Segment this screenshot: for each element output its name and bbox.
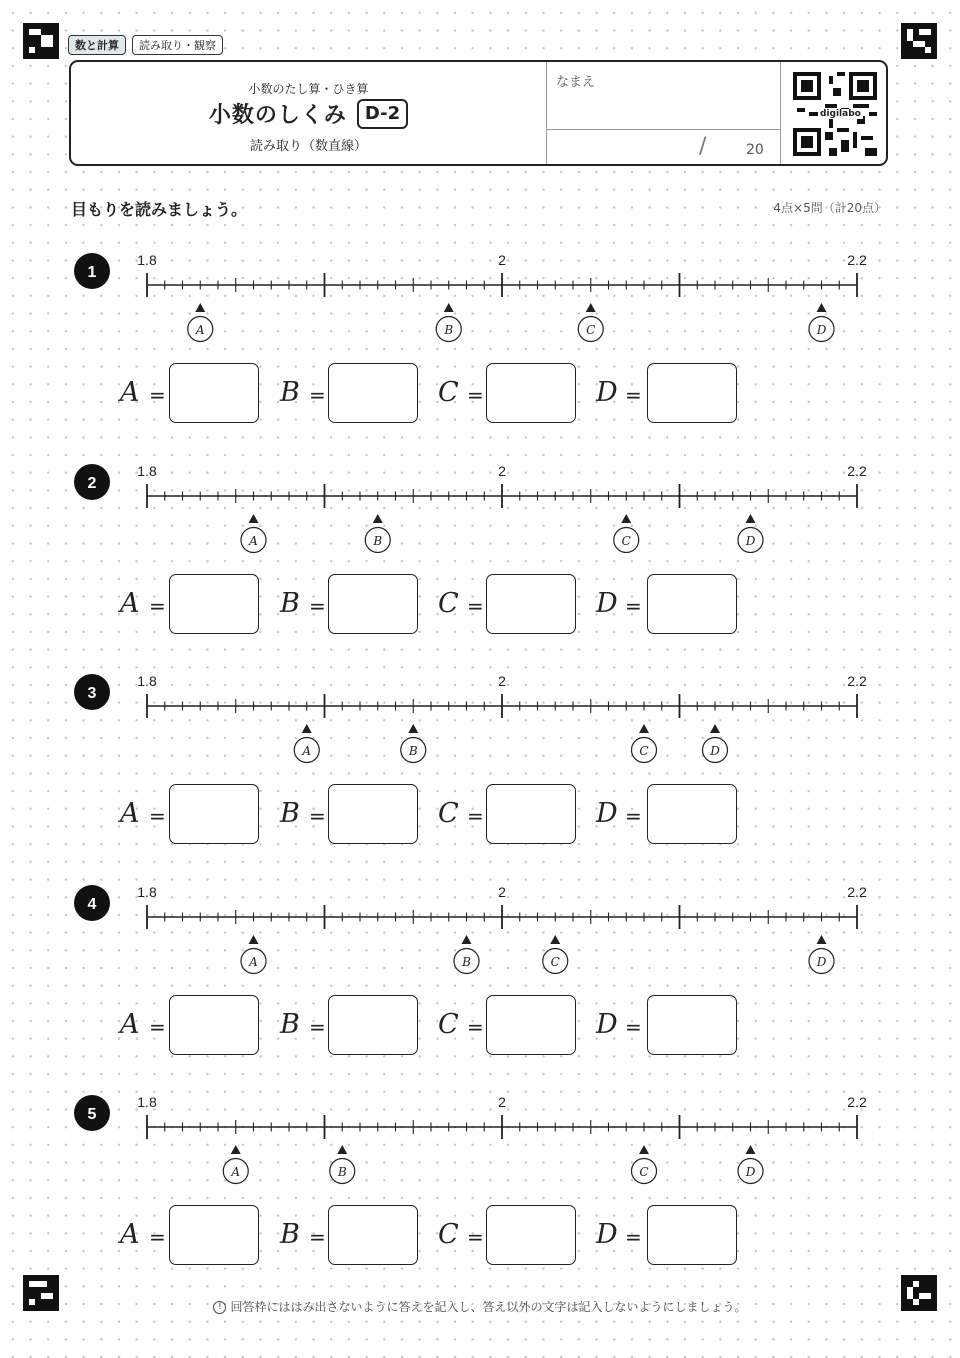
- marker-label: B: [408, 744, 418, 758]
- marker-arrow-icon: [231, 1145, 241, 1154]
- equals-sign: =: [467, 804, 484, 828]
- marker-arrow-icon: [195, 303, 205, 312]
- marker-label: A: [302, 744, 312, 758]
- marker-label: D: [816, 954, 827, 969]
- answer-label: C: [438, 1008, 459, 1040]
- answer-box[interactable]: [169, 363, 259, 423]
- equals-sign: =: [309, 804, 326, 828]
- marker-label: D: [745, 533, 756, 548]
- answer-label: C: [438, 587, 459, 619]
- exercise-number: 4: [87, 895, 97, 913]
- marker-arrow-icon: [337, 1145, 347, 1154]
- tick-label: 2.2: [847, 673, 867, 689]
- marker-arrow-icon: [621, 514, 631, 523]
- tick-label: 2: [498, 462, 506, 479]
- answer-label: B: [280, 587, 300, 619]
- number-line: [0, 882, 960, 1082]
- equals-sign: =: [309, 1225, 326, 1249]
- instruction-text: 目もりを読みましょう。: [71, 200, 248, 219]
- tick-label: 2.2: [847, 462, 867, 479]
- answer-box[interactable]: [647, 574, 737, 634]
- unit-subtitle: 小数のたし算・ひき算: [248, 82, 369, 96]
- equals-sign: =: [625, 593, 642, 618]
- marker-label: C: [639, 744, 649, 758]
- marker-label: D: [816, 323, 827, 337]
- answer-label: C: [438, 1219, 459, 1250]
- tick-label: 1.8: [137, 462, 157, 479]
- equals-sign: =: [625, 1225, 642, 1249]
- score-slash: /: [699, 134, 707, 159]
- marker-arrow-icon: [639, 1145, 649, 1154]
- marker-label: B: [337, 1165, 347, 1179]
- equals-sign: =: [467, 593, 484, 618]
- answer-label: A: [120, 798, 140, 829]
- exercise-number: 5: [87, 1106, 97, 1123]
- marker-arrow-icon: [249, 935, 259, 944]
- answer-box[interactable]: [647, 363, 737, 423]
- info-icon: !: [213, 1301, 226, 1314]
- answer-box[interactable]: [169, 995, 259, 1055]
- marker-arrow-icon: [817, 935, 827, 944]
- marker-label: C: [550, 954, 560, 969]
- answer-label: B: [280, 798, 300, 829]
- answer-label: A: [120, 377, 140, 408]
- answer-box[interactable]: [486, 1205, 576, 1265]
- tick-label: 1.8: [137, 673, 157, 689]
- equals-sign: =: [149, 804, 166, 828]
- answer-box[interactable]: [647, 784, 737, 844]
- marker-arrow-icon: [462, 935, 472, 944]
- exercise-number: 3: [87, 685, 97, 702]
- marker-arrow-icon: [408, 724, 418, 733]
- marker-arrow-icon: [302, 724, 312, 733]
- marker-arrow-icon: [746, 514, 756, 523]
- answer-box[interactable]: [328, 574, 418, 634]
- footer-note: [0, 1298, 960, 1315]
- exercise-number: 1: [87, 264, 97, 281]
- marker-label: B: [462, 954, 471, 969]
- marker-label: C: [639, 1165, 649, 1179]
- answer-box[interactable]: [486, 995, 576, 1055]
- exercise-number: 2: [87, 474, 97, 492]
- answer-box[interactable]: [328, 363, 418, 423]
- answer-box[interactable]: [328, 784, 418, 844]
- answer-box[interactable]: [486, 574, 576, 634]
- answer-box[interactable]: [169, 1205, 259, 1265]
- answer-label: D: [596, 1008, 618, 1040]
- answer-box[interactable]: [169, 574, 259, 634]
- answer-box[interactable]: [328, 1205, 418, 1265]
- worksheet-code: D-2: [357, 99, 408, 129]
- marker-label: A: [249, 533, 258, 548]
- marker-arrow-icon: [817, 303, 827, 312]
- tick-label: 2: [498, 883, 506, 900]
- footer-text: 回答枠にははみ出さないように答えを記入し、答え以外の文字は記入しないようにしましょう。: [230, 1300, 747, 1314]
- equals-sign: =: [467, 383, 484, 407]
- answer-box[interactable]: [328, 995, 418, 1055]
- marker-label: B: [373, 533, 383, 548]
- equals-sign: =: [309, 1014, 326, 1039]
- number-line: [0, 461, 960, 661]
- marker-label: B: [444, 323, 454, 337]
- answer-box[interactable]: [647, 1205, 737, 1265]
- equals-sign: =: [625, 383, 642, 407]
- answer-label: B: [280, 377, 300, 408]
- tick-label: 2.2: [847, 1094, 867, 1110]
- qr-code-label: digilabo: [820, 109, 861, 119]
- equals-sign: =: [625, 804, 642, 828]
- answer-label: A: [120, 1008, 140, 1040]
- page-title: 小数のしくみ: [208, 103, 347, 128]
- answer-label: B: [280, 1008, 300, 1040]
- equals-sign: =: [467, 1225, 484, 1249]
- corner-marker-top-left: [23, 23, 59, 59]
- equals-sign: =: [149, 383, 166, 407]
- tick-label: 1.8: [137, 1094, 157, 1110]
- marker-label: A: [231, 1165, 241, 1179]
- marker-arrow-icon: [586, 303, 596, 312]
- number-line: [0, 1092, 960, 1292]
- points-text: 4点×5問（計20点）: [773, 201, 886, 215]
- equals-sign: =: [467, 1014, 484, 1039]
- tick-label: 2: [498, 673, 506, 689]
- name-field-label: なまえ: [556, 75, 596, 90]
- divider: [780, 62, 781, 164]
- category-tags: [68, 35, 223, 55]
- answer-label: D: [596, 377, 618, 408]
- answer-label: A: [120, 587, 140, 619]
- marker-arrow-icon: [710, 724, 720, 733]
- answer-box[interactable]: [169, 784, 259, 844]
- tick-label: 2.2: [847, 883, 867, 900]
- tick-label: 2: [498, 1094, 506, 1110]
- answer-label: B: [280, 1219, 300, 1250]
- answer-label: A: [120, 1219, 140, 1250]
- tick-label: 1.8: [137, 883, 157, 900]
- score-total: 20: [746, 142, 764, 158]
- divider: [546, 62, 547, 164]
- tick-label: 1.8: [137, 252, 157, 268]
- equals-sign: =: [309, 383, 326, 407]
- marker-label: C: [586, 323, 596, 337]
- number-line: [0, 671, 960, 871]
- marker-arrow-icon: [639, 724, 649, 733]
- category-tag-sub: 読み取り・観察: [132, 35, 223, 55]
- page-caption: 読み取り（数直線）: [249, 139, 367, 154]
- marker-label: D: [710, 744, 720, 758]
- title-area: [71, 62, 546, 164]
- answer-label: D: [596, 798, 618, 829]
- marker-label: D: [745, 1165, 756, 1179]
- marker-arrow-icon: [373, 514, 383, 523]
- divider: [546, 129, 780, 130]
- equals-sign: =: [625, 1014, 642, 1039]
- answer-label: D: [596, 1219, 618, 1250]
- equals-sign: =: [309, 593, 326, 618]
- tick-label: 2: [498, 252, 506, 268]
- equals-sign: =: [149, 1225, 166, 1249]
- tick-label: 2.2: [847, 252, 867, 268]
- answer-label: C: [438, 798, 459, 829]
- marker-label: A: [195, 323, 205, 337]
- corner-marker-top-right: [901, 23, 937, 59]
- marker-label: A: [249, 954, 258, 969]
- answer-label: D: [596, 587, 618, 619]
- marker-arrow-icon: [550, 935, 560, 944]
- answer-box[interactable]: [647, 995, 737, 1055]
- marker-arrow-icon: [444, 303, 454, 312]
- equals-sign: =: [149, 593, 166, 618]
- answer-label: C: [438, 377, 459, 408]
- answer-box[interactable]: [486, 363, 576, 423]
- worksheet-header: [69, 60, 888, 166]
- marker-arrow-icon: [249, 514, 259, 523]
- equals-sign: =: [149, 1014, 166, 1039]
- marker-label: C: [621, 533, 631, 548]
- answer-box[interactable]: [486, 784, 576, 844]
- marker-arrow-icon: [746, 1145, 756, 1154]
- number-line: [0, 250, 960, 450]
- category-tag-main: 数と計算: [68, 35, 126, 55]
